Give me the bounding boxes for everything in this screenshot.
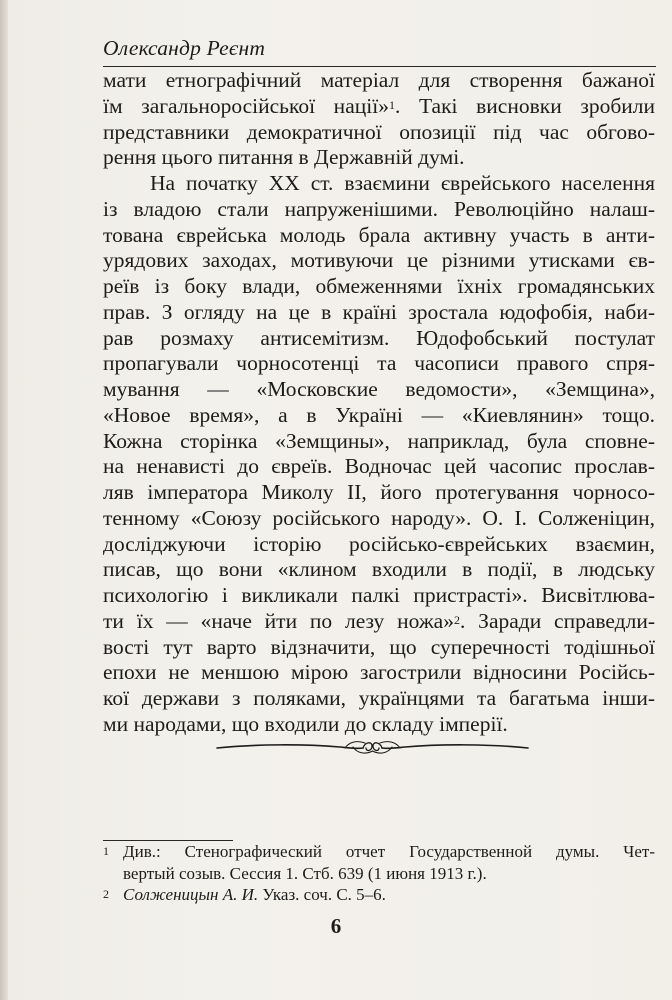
body-text: [103, 68, 655, 738]
text-line: «Новое время», а в Україні — «Киевлянин» тощо.: [103, 402, 655, 427]
footnotes: [103, 841, 655, 906]
text-line: на ненависті до євреїв. Водночас цей часопис прослав-: [103, 454, 655, 479]
text-line: психологію і викликали палкі пристрасті». Висвітлюва-: [103, 583, 655, 607]
text-line: пропагували чорносотенці та часописи правого спря-: [103, 351, 655, 376]
text-line: Кожна сторінка «Земщины», наприклад, була сповне-: [103, 428, 655, 453]
text-line: писав, що вони «клином входили в події, в людську: [103, 557, 655, 582]
text-line: рав розмаху антисемітизм. Юдофобський постулат: [103, 325, 655, 350]
text-line: їм загальноросійської нації»$^1$. Такі висновки зробили: [103, 93, 655, 118]
footnote-ref: 1: [388, 97, 395, 112]
text-line: досліджуючи історію російсько-єврейських взаємин,: [103, 531, 655, 556]
text-line: рення цього питання в Державній думі.: [103, 145, 465, 170]
text-line: представники демократичної опозиції під час обгово-: [103, 119, 655, 144]
header-rule: [103, 66, 656, 67]
paragraph-first-line: На початку XX ст. взаємини єврейського населення: [150, 171, 655, 195]
footnote-2: 2 Солженицын А. И. Указ. соч. С. 5–6.: [103, 885, 386, 904]
text-line: тована єврейська молодь брала активну участь в анти-: [103, 222, 655, 247]
footnote-1: 1 Див.: Стенографический отчет Государственной думы. Чет-: [103, 842, 655, 861]
text-line: із владою стали напруженішими. Революційно налаш-: [103, 196, 655, 221]
text-line: реїв із боку влади, обмеженнями їхніх громадянських: [103, 274, 655, 298]
footnote-number: 1: [103, 844, 109, 858]
text-line: ти їх — «наче йти по лезу ножа»$^2$. Заради справедли-: [103, 608, 655, 633]
text-line: ми народами, що входили до складу імперії.: [103, 711, 508, 736]
footnote-1-continuation: вертый созыв. Сессия 1. Стб. 639 (1 июня 1913 г.).: [123, 863, 487, 883]
text-line: тенному «Союзу російського народу». О. І. Солженіцин,: [103, 505, 655, 530]
text-line: ляв імператора Миколу II, його протегування чорносо-: [103, 480, 655, 504]
text-line: епохи не меншою мірою загострили відносини Російсь-: [103, 660, 655, 685]
flourish-ornament: [215, 733, 530, 763]
text-line: мати етнографічний матеріал для створення бажаної: [103, 68, 655, 92]
page-gutter: [0, 0, 8, 1000]
footnote-number: 2: [103, 887, 109, 901]
running-header: Олександр Реєнт: [103, 36, 266, 60]
text-line: мування — «Московские ведомости», «Земщина»,: [103, 377, 655, 401]
text-line: кої держави з поляками, українцями та багатьма інши-: [103, 686, 655, 710]
text-line: прав. З огляду на це в країні зростала юдофобія, наби-: [103, 299, 655, 324]
text-line: вості тут варто відзначити, що суперечності тодішньої: [103, 634, 655, 659]
footnote-ref: 2: [453, 612, 460, 627]
text-line: урядових заходах, мотивуючи це різними утисками єв-: [103, 248, 655, 273]
footnote-author: Солженицын А. И.: [123, 885, 259, 904]
page-number: 6: [330, 914, 342, 938]
